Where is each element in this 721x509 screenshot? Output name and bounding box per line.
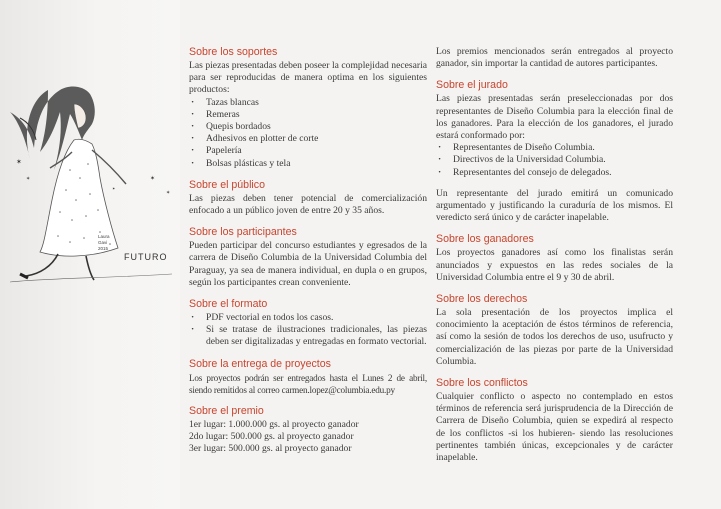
section-title: Sobre los ganadores: [436, 233, 534, 246]
section-text: Las piezas deben tener potencial de comercialización enfocado a un público joven de entre 20 y 35 años.: [189, 192, 427, 217]
section-participantes: [189, 226, 427, 289]
list-item: · Representantes del consejo de delegados.: [436, 167, 673, 179]
section-title: Sobre los derechos: [436, 293, 528, 306]
list-item: · Bolsas plásticas y tela: [189, 158, 427, 170]
svg-text:✶: ✶: [16, 158, 22, 166]
section-entrega: [189, 358, 427, 396]
section-jurado: [436, 79, 673, 224]
section-text: Los premios mencionados serán entregados al proyecto ganador, sin importar la cantidad de autores participantes.: [436, 46, 673, 70]
section-title: Sobre la entrega de proyectos: [189, 357, 331, 370]
list-item: · Papelería: [189, 145, 427, 157]
section-conflictos: [436, 377, 673, 464]
list-item: · PDF vectorial en todos los casos.: [189, 312, 427, 324]
section-title: Sobre los soportes: [189, 46, 278, 58]
list-item: · Si se tratase de ilustraciones tradicionales, las piezas deben ser digitalizadas y entregadas en formato vectorial.: [189, 324, 427, 348]
product-list: [189, 97, 427, 170]
list-item: · Remeras: [189, 109, 427, 121]
section-text: Las piezas presentadas serán preseleccionadas por dos representantes de Diseño Columbia para la elección final de los ganadores. Para la elección de los ganadores, el jurado estará conformado por:: [436, 93, 673, 142]
section-title: Sobre los conflictos: [436, 377, 528, 390]
svg-text:2015: 2015: [98, 246, 109, 251]
section-title: Sobre los participantes: [189, 226, 297, 239]
section-text: Un representante del jurado emitirá un comunicado argumentado y justificando la curaduría de los mismos. El veredicto será único y de carácter inapelable.: [436, 187, 673, 224]
svg-text:Laura: Laura: [98, 234, 110, 239]
section-ganadores: [436, 233, 673, 284]
svg-text:✶: ✶: [150, 176, 156, 182]
prize-line: 3er lugar: 500.000 gs. al proyecto ganador: [189, 443, 352, 455]
list-item: · Directivos de la Universidad Columbia.: [436, 154, 673, 166]
jury-list: [436, 142, 673, 179]
section-premio: [189, 405, 427, 456]
svg-text:FUTURO: FUTURO: [124, 252, 168, 262]
svg-text:✶: ✶: [26, 177, 31, 182]
girl-illustration: [0, 60, 180, 320]
section-publico: [189, 179, 427, 217]
format-list: [189, 312, 427, 349]
prize-line: 2do lugar: 500.000 gs. al proyecto ganador: [189, 431, 354, 443]
section-soportes: [189, 46, 427, 170]
section-title: Sobre el público: [189, 178, 265, 191]
section-title: Sobre el jurado: [436, 79, 508, 92]
list-item: · Quepis bordados: [189, 121, 427, 133]
section-formato: [189, 298, 427, 349]
section-text: Las piezas presentadas deben poseer la complejidad necesaria para ser reproducidas de manera optima en los siguientes productos:: [189, 60, 427, 96]
section-text: Cualquier conflicto o aspecto no contemplado en estos términos de referencia será jurisprudencia de la Dirección de Carrera de Diseño Columbia, quien se expedirá al respecto de los conflictos -si los hubieren- siendo las resoluciones pertinentes también únicas, excepcionales y de carácter inapelable.: [436, 391, 673, 464]
left-column: [189, 46, 427, 465]
prize-line: 1er lugar: 1.000.000 gs. al proyecto ganador: [189, 419, 359, 431]
svg-text:✶: ✶: [112, 186, 116, 191]
svg-text:Gavi: Gavi: [98, 240, 108, 245]
section-text: Los proyectos podrán ser entregados hasta el Lunes 2 de abril, siendo remitidos al correo carmen.lopez@columbia.edu.py: [189, 372, 427, 395]
section-text: Los proyectos ganadores así como los finalistas serán anunciados y expuestos en las redes sociales de la Universidad Columbia entre el 9 y 30 de abril.: [436, 247, 673, 283]
section-title: Sobre el formato: [189, 298, 268, 311]
right-column: [436, 46, 673, 473]
section-derechos: [436, 293, 673, 368]
list-item: · Tazas blancas: [189, 97, 427, 109]
section-title: Sobre el premio: [189, 405, 264, 418]
t-shirt-photo: [0, 0, 180, 509]
svg-text:✶: ✶: [166, 191, 171, 196]
section-text: Pueden participar del concurso estudiantes y egresados de la carrera de Diseño Columbia de la Universidad Columbia del Paraguay, ya sea de manera individual, en dupla o en grupos, según los participantes crean conveniente.: [189, 240, 427, 288]
section-text: La sola presentación de los proyectos implica el conocimiento la aceptación de éstos términos de referencia, así como la sesión de todos los derechos de uso, usufructo y comercialización de las piezas por parte de la Universidad Columbia.: [436, 307, 673, 367]
list-item: · Adhesivos en plotter de corte: [189, 133, 427, 145]
section-premio-continued: [436, 46, 673, 70]
list-item: · Representantes de Diseño Columbia.: [436, 142, 673, 154]
